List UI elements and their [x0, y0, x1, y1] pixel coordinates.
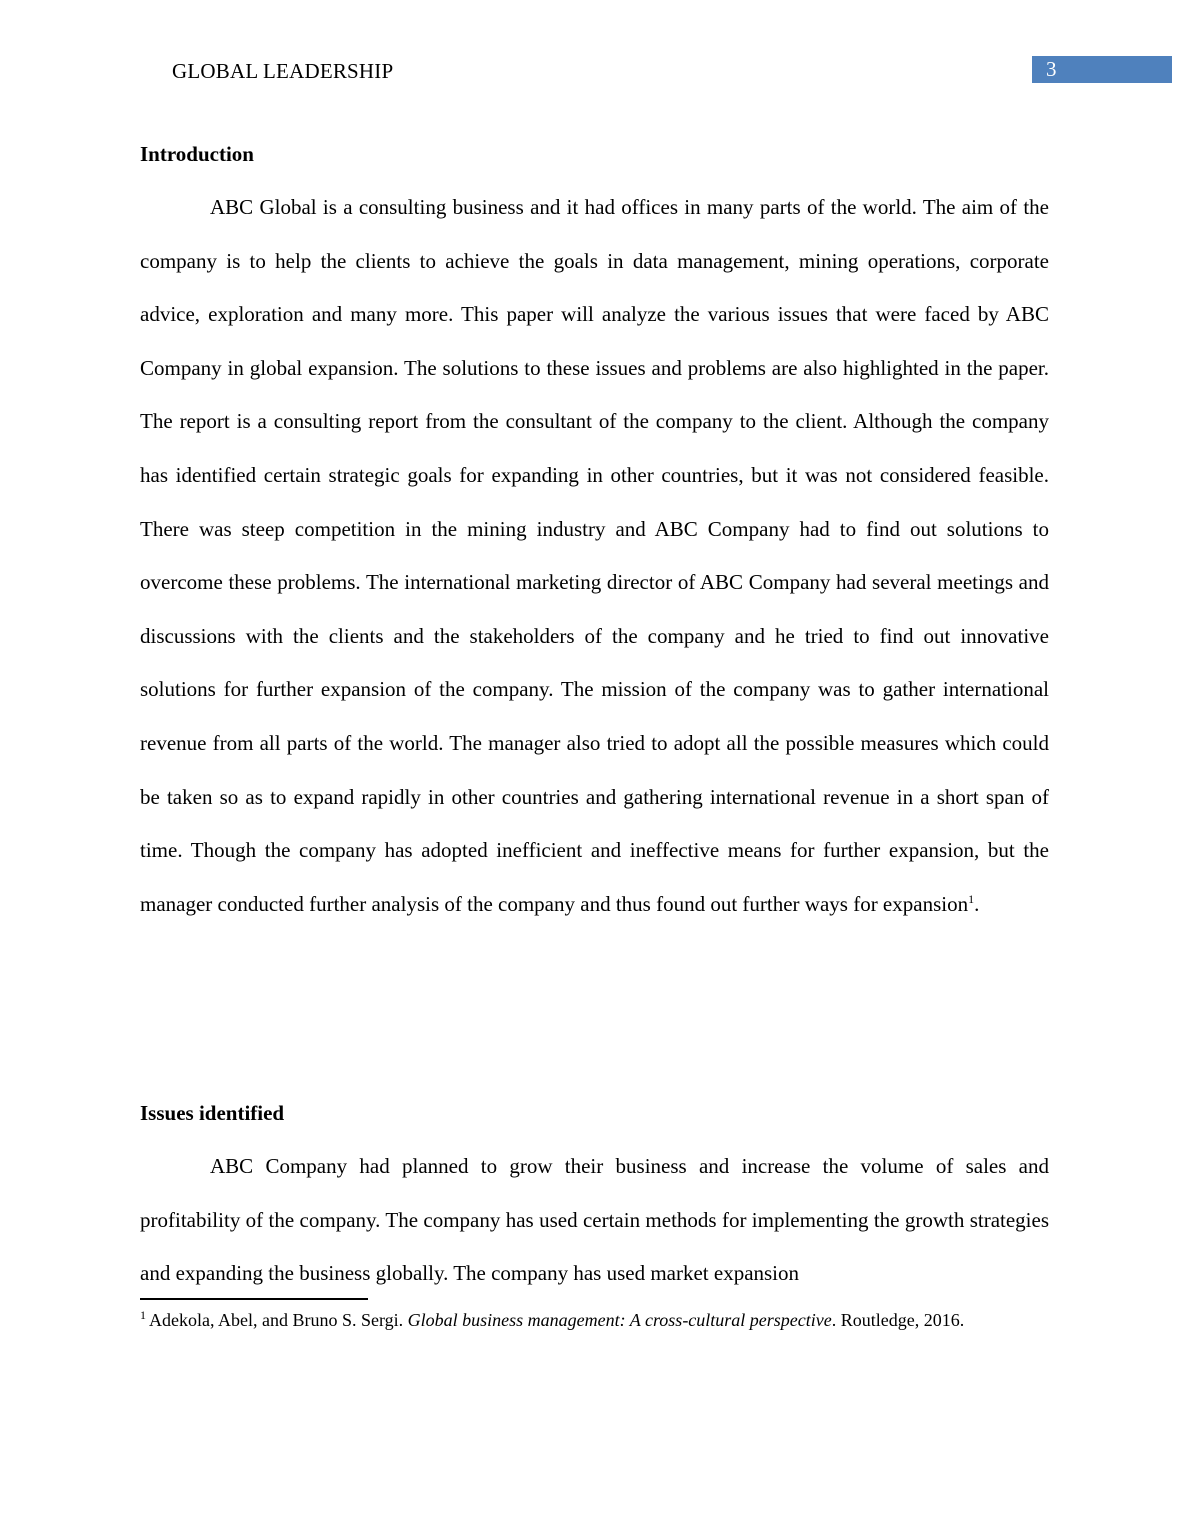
- introduction-paragraph: [140, 181, 1049, 931]
- footnote-title: Global business management: A cross-cultural perspective: [407, 1310, 832, 1330]
- footnote-marker: 1: [140, 1308, 146, 1322]
- footnote-authors: Adekola, Abel, and Bruno S. Sergi.: [149, 1310, 404, 1330]
- section-heading-introduction: Introduction: [140, 142, 254, 166]
- issues-identified-paragraph: [140, 1140, 1049, 1301]
- footnote-separator: [140, 1298, 368, 1300]
- page-number: 3: [1046, 57, 1057, 81]
- running-head: GLOBAL LEADERSHIP: [172, 59, 394, 83]
- introduction-paragraph-end: .: [974, 891, 980, 916]
- footnote: [140, 1307, 964, 1333]
- footnote-reference: 1: [968, 891, 975, 906]
- issues-identified-paragraph-text: ABC Company had planned to grow their business and increase the volume of sales and profitability of the company. The company has used certain methods for implementing the growth strategies and expanding the business globally. The company has used market expansion: [140, 1154, 1049, 1286]
- introduction-paragraph-text: ABC Global is a consulting business and it had offices in many parts of the world. The aim of the company is to help the clients to achieve the goals in data management, mining operations, corporate advice, exploration and many more. This paper will analyze the various issues that were faced by ABC Company in global expansion. The solutions to these issues and problems are also highlighted in the paper. The report is a consulting report from the consultant of the company to the client. Although the company has identified certain strategic goals for expanding in other countries, but it was not considered feasible. There was steep competition in the mining industry and ABC Company had to find out solutions to overcome these problems. The international marketing director of ABC Company had several meetings and discussions with the clients and the stakeholders of the company and he tried to find out innovative solutions for further expansion of the company. The mission of the company was to gather international revenue from all parts of the world. The manager also tried to adopt all the possible measures which could be taken so as to expand rapidly in other countries and gathering international revenue in a short span of time. Though the company has adopted inefficient and ineffective means for further expansion, but the manager conducted further analysis of the company and thus found out further ways for expansion: [140, 195, 1049, 916]
- page-number-badge: [1032, 56, 1172, 83]
- footnote-publisher: . Routledge, 2016.: [831, 1310, 965, 1330]
- section-heading-issues-identified: Issues identified: [140, 1101, 285, 1125]
